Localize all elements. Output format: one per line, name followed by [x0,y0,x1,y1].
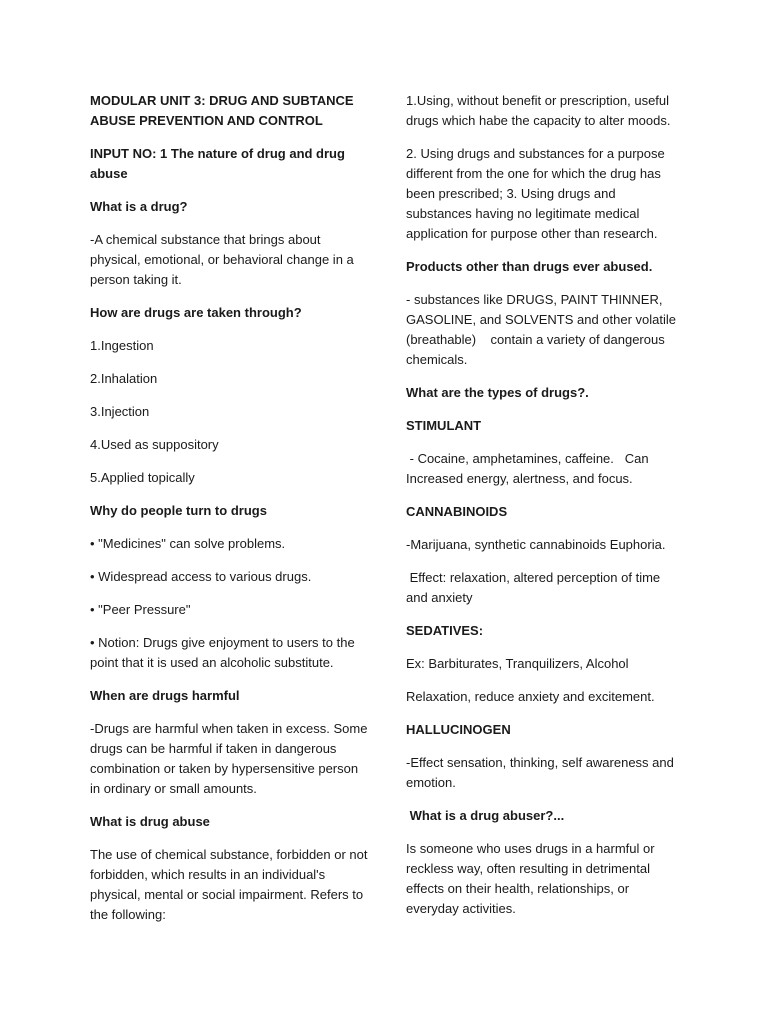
list-item: 5.Applied topically [90,470,195,485]
question-heading: Why do people turn to drugs [90,503,267,518]
paragraph: Is someone who uses drugs in a harmful or reckless way, often resulting in detrimental effects on their health, relationships, or everyday activities. [406,841,659,916]
left-column [90,91,372,938]
bullet-item: • "Medicines" can solve problems. [90,536,286,551]
question-heading: What is drug abuse [90,814,210,829]
bullet-item: • Widespread access to various drugs. [90,569,312,584]
bullet-item: • Notion: Drugs give enjoyment to users to the point that it is used an alcoholic substitute. [90,635,359,670]
paragraph: -Marijuana, synthetic cannabinoids Euphoria. [406,537,666,552]
list-item: 3.Injection [90,404,150,419]
right-column [406,91,678,932]
paragraph: -Drugs are harmful when taken in excess. Some drugs can be harmful if taken in dangerous combination or taken by hypersensitive person in ordinary or small amounts. [90,721,372,796]
list-item: 2.Inhalation [90,371,158,386]
paragraph: The use of chemical substance, forbidden or not forbidden, which results in an individual's physical, mental or social impairment. Refers to the following: [90,847,372,922]
question-heading: What are the types of drugs?. [406,385,589,400]
list-item: 1.Ingestion [90,338,154,353]
paragraph: -A chemical substance that brings about physical, emotional, or behavioral change in a person taking it. [90,232,358,287]
paragraph: -Effect sensation, thinking, self awareness and emotion. [406,755,678,790]
drug-type-heading: HALLUCINOGEN [406,722,511,737]
section-heading: INPUT NO: 1 The nature of drug and drug abuse [90,146,349,181]
paragraph: Effect: relaxation, altered perception of time and anxiety [406,570,664,605]
paragraph: - Cocaine, amphetamines, caffeine. Can Increased energy, alertness, and focus. [406,451,653,486]
list-item: 1.Using, without benefit or prescription, useful drugs which habe the capacity to alter moods. [406,93,673,128]
document-title: MODULAR UNIT 3: DRUG AND SUBTANCE ABUSE PREVENTION AND CONTROL [90,93,357,128]
drug-type-heading: CANNABINOIDS [406,504,508,519]
question-heading: What is a drug abuser?... [406,808,565,823]
paragraph: - substances like DRUGS, PAINT THINNER, GASOLINE, and SOLVENTS and other volatile (breathable) contain a variety of dangerous chemicals. [406,292,680,367]
list-item: 4.Used as suppository [90,437,219,452]
paragraph: Relaxation, reduce anxiety and excitement. [406,689,655,704]
list-item: 2. Using drugs and substances for a purpose different from the one for which the drug has been prescribed; 3. Using drugs and substances having no legitimate medical application for purpose other than research. [406,146,669,241]
drug-type-heading: STIMULANT [406,418,482,433]
question-heading: When are drugs harmful [90,688,240,703]
question-heading: Products other than drugs ever abused. [406,259,653,274]
question-heading: How are drugs are taken through? [90,305,302,320]
bullet-item: • "Peer Pressure" [90,602,191,617]
paragraph: Ex: Barbiturates, Tranquilizers, Alcohol [406,656,629,671]
question-heading: What is a drug? [90,199,188,214]
drug-type-heading: SEDATIVES: [406,623,484,638]
